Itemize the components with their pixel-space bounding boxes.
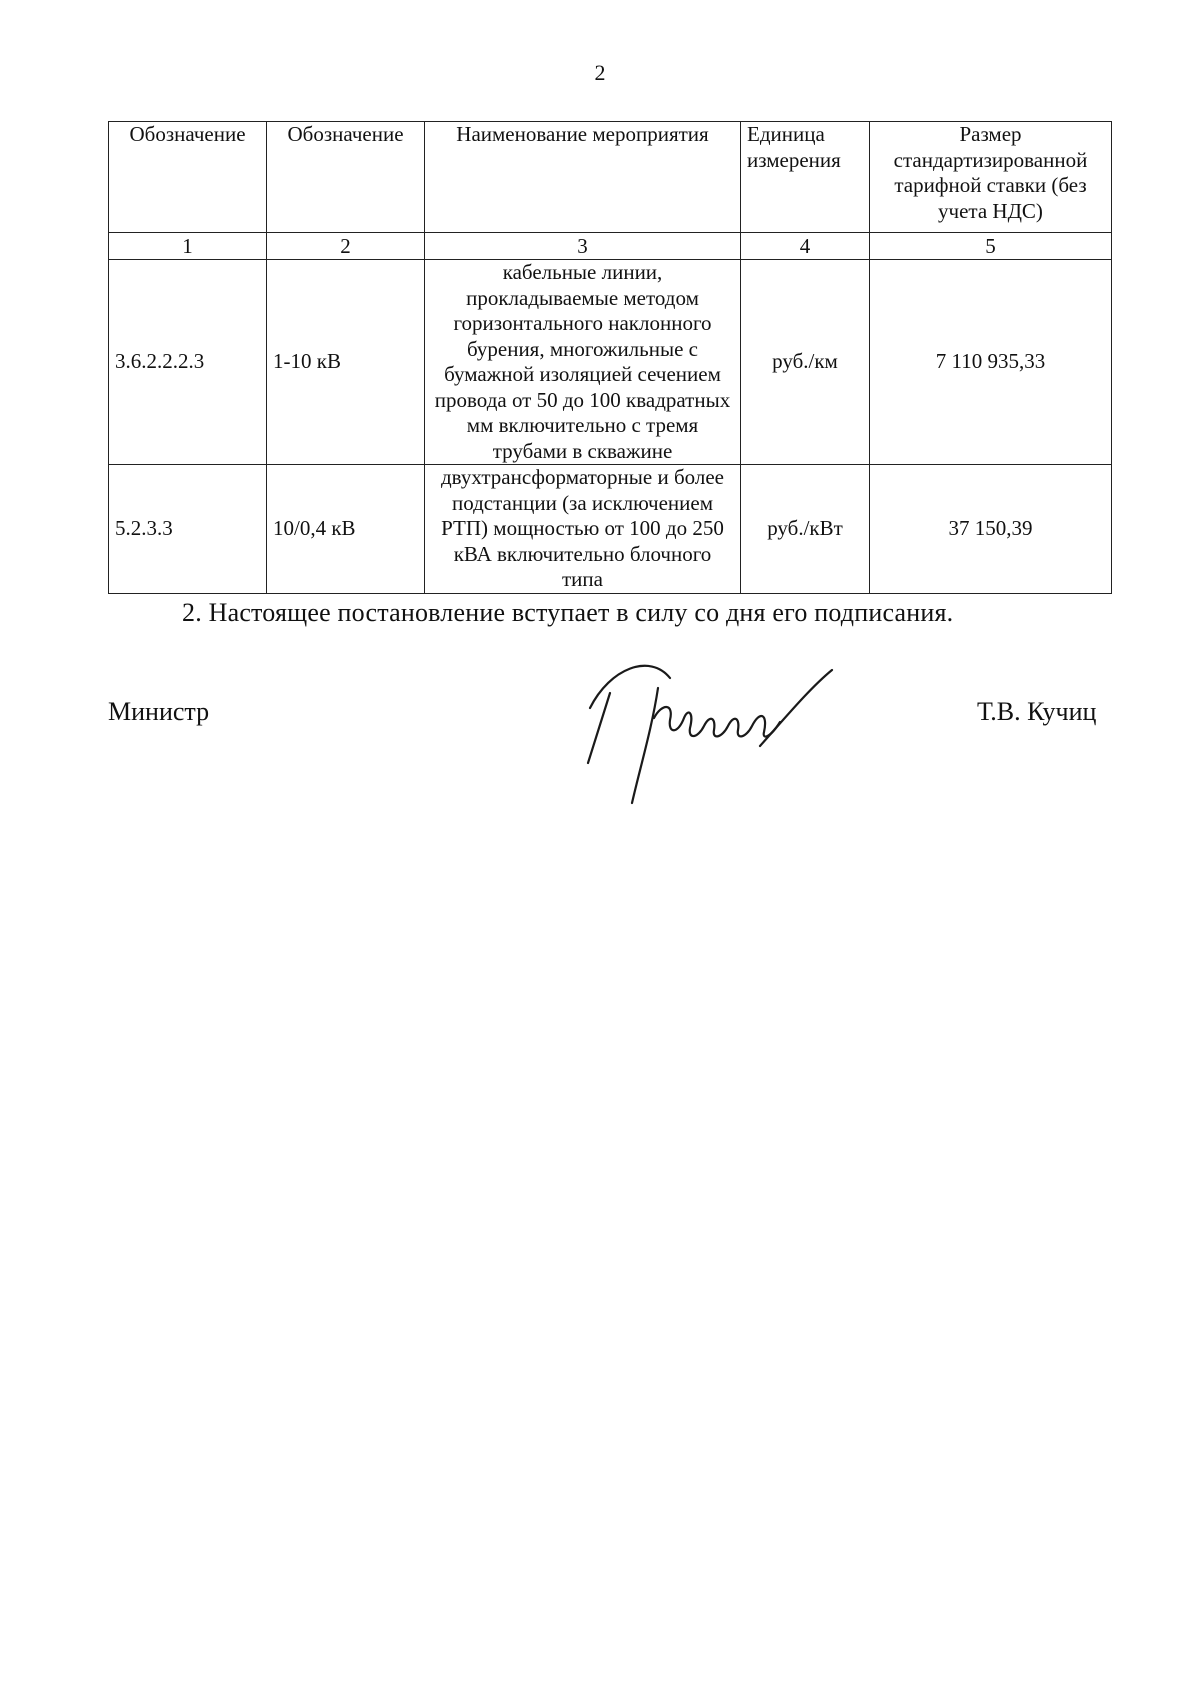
row-description: кабельные линии, прокладываемые методом горизонтального наклонного бурения, многожильные с бумажной изоляцией сечением провода от 50 до 100 квадратных мм включительно с тремя трубами в скважине <box>425 260 741 465</box>
row-description: двухтрансформаторные и более подстанции (за исключением РТП) мощностью от 100 до 250 кВА включительно блочного типа <box>425 465 741 594</box>
table-row <box>109 465 1112 594</box>
page-number: 2 <box>594 60 606 85</box>
signer-name: Т.В. Кучиц <box>977 697 1097 726</box>
header-unit: Единица измерения <box>741 122 870 233</box>
row-rate: 37 150,39 <box>870 465 1112 594</box>
column-number: 1 <box>109 233 267 260</box>
row-voltage: 10/0,4 кВ <box>267 465 425 594</box>
handwritten-signature <box>570 648 860 818</box>
row-voltage: 1-10 кВ <box>267 260 425 465</box>
column-numbers-row <box>109 233 1112 260</box>
header-rate-size: Размер стандартизированной тарифной ставки (без учета НДС) <box>870 122 1112 233</box>
header-designation-1: Обозначение <box>109 122 267 233</box>
tariff-rates-table <box>108 121 1112 594</box>
table-row <box>109 260 1112 465</box>
signer-position: Министр <box>108 697 210 726</box>
effective-date-clause: 2. Настоящее постановление вступает в силу со дня его подписания. <box>182 598 954 627</box>
row-rate: 7 110 935,33 <box>870 260 1112 465</box>
table-header-row <box>109 122 1112 233</box>
header-measure-name: Наименование мероприятия <box>425 122 741 233</box>
row-code: 3.6.2.2.2.3 <box>109 260 267 465</box>
column-number: 4 <box>741 233 870 260</box>
row-unit: руб./кВт <box>741 465 870 594</box>
row-unit: руб./км <box>741 260 870 465</box>
header-designation-2: Обозначение <box>267 122 425 233</box>
column-number: 3 <box>425 233 741 260</box>
column-number: 2 <box>267 233 425 260</box>
row-code: 5.2.3.3 <box>109 465 267 594</box>
column-number: 5 <box>870 233 1112 260</box>
